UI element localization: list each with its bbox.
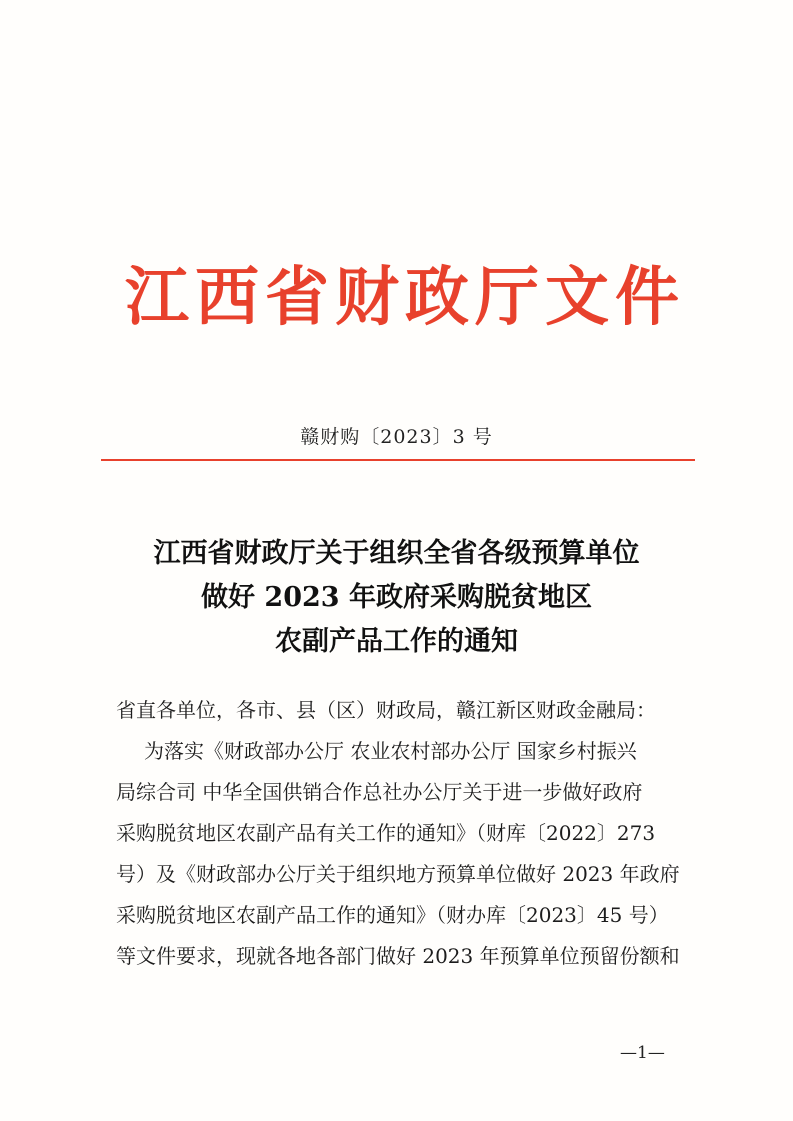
- body-line: 号）及《财政部办公厅关于组织地方预算单位做好 2023 年政府: [116, 862, 680, 886]
- title-line: 做好 2023 年政府采购脱贫地区: [201, 582, 592, 613]
- body-line: 采购脱贫地区农副产品工作的通知》（财办库〔2023〕45 号）: [116, 903, 669, 927]
- document-number: 赣财购〔2023〕3 号: [300, 426, 493, 448]
- notice-title: [0, 532, 793, 664]
- body-line: 采购脱贫地区农副产品有关工作的通知》（财库〔2022〕273: [116, 821, 656, 845]
- red-divider-line: [101, 459, 695, 461]
- title-line: 农副产品工作的通知: [275, 626, 518, 657]
- body-text: [116, 690, 696, 977]
- body-line: 局综合司 中华全国供销合作总社办公厅关于进一步做好政府: [116, 780, 643, 804]
- document-header-title: 江西省财政厅文件: [125, 260, 685, 335]
- title-line: 江西省财政厅关于组织全省各级预算单位: [153, 538, 640, 569]
- addressee-line: 省直各单位，各市、县（区）财政局，赣江新区财政金融局：: [116, 698, 656, 722]
- body-line: 等文件要求，现就各地各部门做好 2023 年预算单位预留份额和: [116, 944, 680, 968]
- page-number: —1—: [620, 1043, 665, 1063]
- body-line: 为落实《财政部办公厅 农业农村部办公厅 国家乡村振兴: [144, 739, 637, 763]
